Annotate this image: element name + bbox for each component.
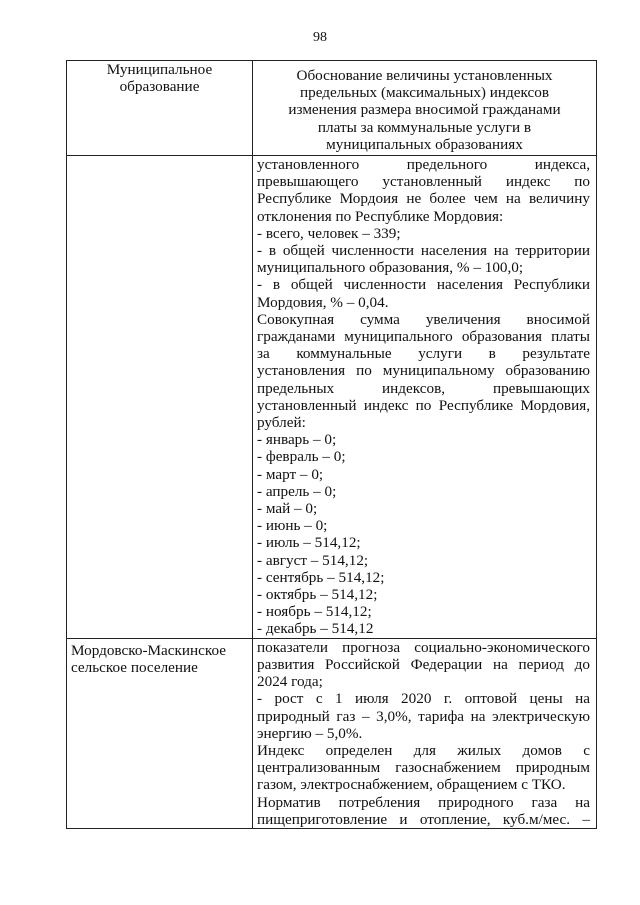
header-justification: [253, 61, 597, 156]
header-justification-line: муниципальных образованиях: [326, 135, 523, 153]
municipality-name-line: Мордовско-Маскинское: [71, 641, 227, 659]
text-line: развития Российской Федерации на период до: [257, 655, 590, 673]
list-item: - в общей численности населения Республики: [257, 276, 590, 294]
list-item: - в общей численности населения на территории: [257, 242, 590, 260]
month-item: - февраль – 0;: [257, 448, 346, 466]
month-item: - апрель – 0;: [257, 482, 337, 500]
text-line: - рост с 1 июля 2020 г. оптовой цены на: [257, 690, 590, 708]
month-item: - сентябрь – 514,12;: [257, 568, 385, 586]
month-item: - декабрь – 514,12: [257, 620, 374, 638]
municipality-name-line: сельское поселение: [71, 658, 198, 676]
text-line: рублей:: [257, 414, 306, 432]
text-line: предельных индексов, превышающих: [257, 379, 590, 397]
text-line: энергию – 5,0%.: [257, 724, 363, 742]
header-municipality: [67, 61, 253, 156]
header-municipality-line: образование: [119, 78, 200, 96]
month-item: - май – 0;: [257, 500, 318, 518]
header-justification-line: Обоснование величины установленных: [296, 67, 553, 84]
text-line: Совокупная сумма увеличения вносимой: [257, 310, 590, 328]
month-item: - июнь – 0;: [257, 517, 328, 535]
municipality-cell: [67, 638, 253, 828]
text-line: Норматив потребления природного газа на: [257, 793, 590, 811]
text-line: 2024 года;: [257, 673, 323, 691]
text-line: отклонения по Республике Мордовия:: [257, 207, 504, 225]
month-item: - октябрь – 514,12;: [257, 586, 378, 604]
month-item: - март – 0;: [257, 465, 324, 483]
justification-table: [66, 60, 597, 829]
table-header-row: [67, 61, 597, 156]
table-row: [67, 638, 597, 828]
list-item: - всего, человек – 339;: [257, 224, 401, 242]
municipality-cell-empty: [67, 156, 253, 639]
text-line: природный газ – 3,0%, тарифа на электрическую: [257, 707, 590, 725]
text-line: за коммунальные услуги в результате: [257, 345, 590, 363]
month-item: - август – 514,12;: [257, 551, 369, 569]
month-item: - ноябрь – 514,12;: [257, 603, 372, 621]
text-line: показатели прогноза социально-экономического: [257, 638, 590, 656]
header-justification-line: изменения размера вносимой гражданами: [288, 101, 561, 119]
text-line: установленного предельного индекса,: [257, 156, 590, 173]
text-line: превышающего установленный индекс по: [257, 173, 590, 191]
text-line: пищеприготовление и отопление, куб.м/мес. –: [257, 810, 590, 828]
text-line: гражданами муниципального образования платы: [257, 328, 590, 346]
header-municipality-line: Муниципальное: [106, 61, 213, 78]
month-item: - январь – 0;: [257, 431, 337, 449]
list-item: Мордовия, % – 0,04.: [257, 293, 389, 311]
justification-cell: [253, 638, 597, 828]
text-line: установленный индекс по Республике Мордовия,: [257, 396, 590, 414]
text-line: централизованным газоснабжением природным: [257, 759, 590, 777]
text-line: Республике Мордоия не более чем на величину: [257, 190, 590, 208]
list-item: муниципального образования, % – 100,0;: [257, 259, 524, 277]
text-line: Индекс определен для жилых домов с: [257, 741, 590, 759]
header-justification-line: предельных (максимальных) индексов: [299, 84, 550, 102]
header-justification-line: платы за коммунальные услуги в: [317, 118, 532, 136]
table-row: [67, 156, 597, 639]
justification-cell: [253, 156, 597, 639]
text-line: установления по муниципальному образованию: [257, 362, 590, 380]
month-item: - июль – 514,12;: [257, 534, 361, 552]
text-line: газом, электроснабжением, обращением с ТКО.: [257, 776, 566, 794]
page-number: 98: [313, 30, 327, 45]
